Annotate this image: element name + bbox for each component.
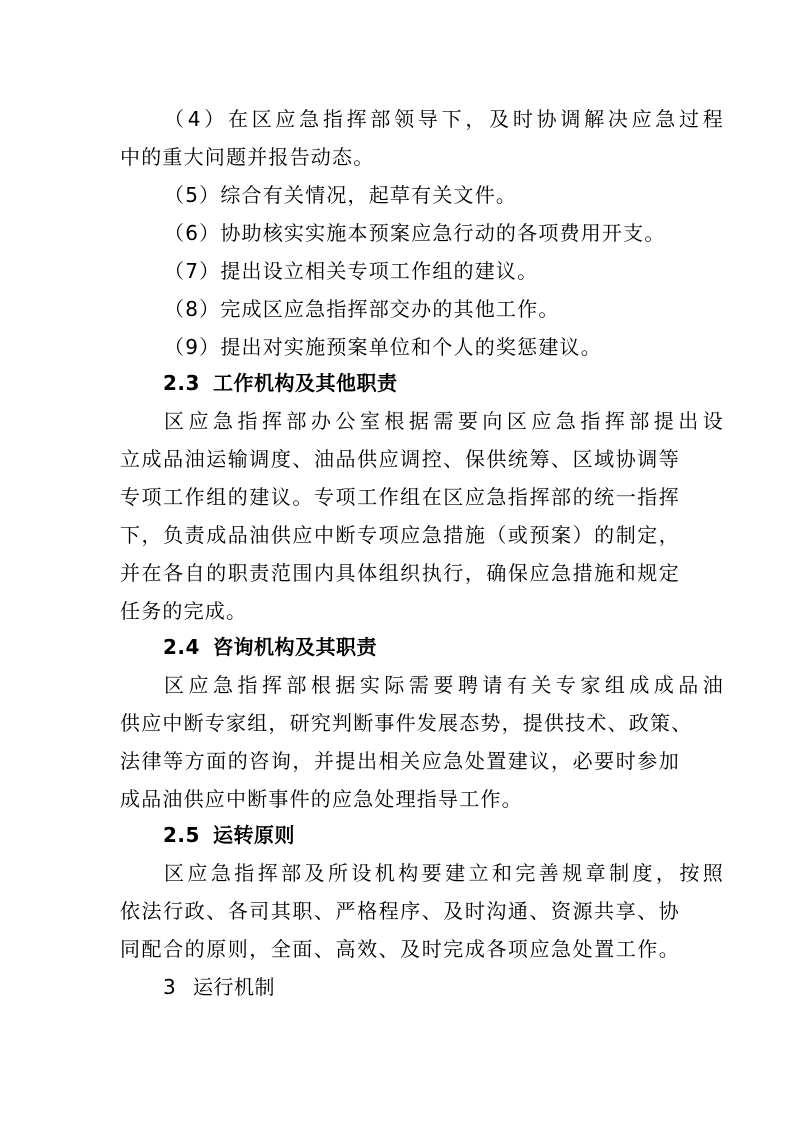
section-title: 工作机构及其他职责: [213, 371, 398, 395]
section-2-3-line-2: 立成品油运输调度、油品供应调控、保供统筹、区域协调等: [120, 447, 680, 471]
section-2-3-line-5: 并在各自的职责范围内具体组织执行，确保应急措施和规定: [120, 561, 680, 585]
section-title: 运转原则: [213, 823, 295, 847]
section-2-5-line-1: 区应急指挥部及所设机构要建立和完善规章制度，按照: [164, 861, 724, 885]
section-number: 2.5: [163, 823, 200, 847]
section-2-4-heading: [163, 635, 723, 659]
section-2-5-line-3: 同配合的原则，全面、高效、及时完成各项应急处置工作。: [120, 937, 680, 961]
item-4-line-1: （4）在区应急指挥部领导下，及时协调解决应急过程: [164, 107, 724, 131]
section-2-5-line-2: 依法行政、各司其职、严格程序、及时沟通、资源共享、协: [120, 899, 680, 923]
section-2-4-line-2: 供应中断专家组，研究判断事件发展态势，提供技术、政策、: [120, 711, 693, 735]
section-title: 咨询机构及其职责: [213, 635, 377, 659]
section-2-3-line-4: 下，负责成品油供应中断专项应急措施（或预案）的制定，: [120, 523, 680, 547]
section-2-5-heading: [163, 823, 723, 847]
section-2-4-line-3: 法律等方面的咨询，并提出相关应急处置建议，必要时参加: [120, 749, 680, 773]
item-5: （5）综合有关情况，起草有关文件。: [164, 183, 518, 207]
section-number: 2.3: [163, 371, 200, 395]
item-7: （7）提出设立相关专项工作组的建议。: [164, 259, 539, 283]
item-6: （6）协助核实实施本预案应急行动的各项费用开支。: [164, 221, 666, 245]
section-2-3-heading: [163, 371, 723, 395]
item-9: （9）提出对实施预案单位和个人的奖惩建议。: [164, 335, 602, 359]
section-2-3-line-6: 任务的完成。: [120, 599, 248, 623]
item-8: （8）完成区应急指挥部交办的其他工作。: [164, 297, 560, 321]
section-2-4-line-4: 成品油供应中断事件的应急处理指导工作。: [120, 787, 523, 811]
item-4-line-2: 中的重大问题并报告动态。: [120, 145, 375, 169]
section-title: 运行机制: [193, 975, 275, 999]
section-3-heading: [163, 975, 723, 999]
section-2-3-line-3: 专项工作组的建议。专项工作组在区应急指挥部的统一指挥: [120, 485, 680, 509]
section-2-4-line-1: 区应急指挥部根据实际需要聘请有关专家组成成品油: [164, 673, 724, 697]
section-number: 2.4: [163, 635, 200, 659]
section-2-3-line-1: 区应急指挥部办公室根据需要向区应急指挥部提出设: [164, 409, 724, 433]
section-number: 3: [163, 975, 177, 999]
